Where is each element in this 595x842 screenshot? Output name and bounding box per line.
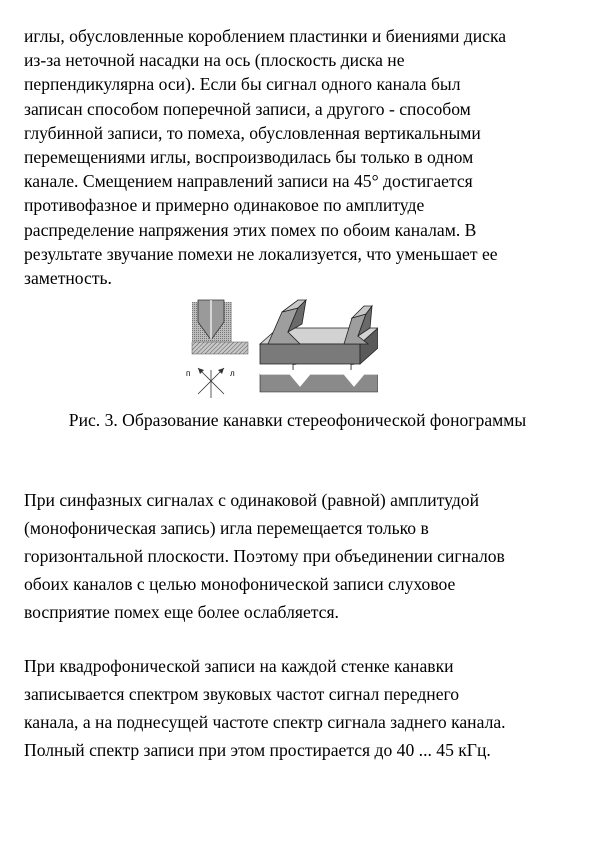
- paragraph-1: [24, 24, 576, 290]
- text-line: обоих каналов с целью монофонической записи слуховое: [24, 574, 456, 594]
- text-line: При квадрофонической записи на каждой стенке канавки: [24, 656, 454, 676]
- groove-figure: [182, 296, 378, 398]
- text-line: записывается спектром звуковых частот сигнал переднего: [24, 684, 460, 704]
- figure-label-right: л: [230, 369, 235, 378]
- text-line: (монофоническая запись) игла перемещается только в: [24, 518, 429, 538]
- figure-caption: Рис. 3. Образование канавки стереофонической фонограммы: [68, 410, 527, 430]
- text-line: Полный спектр записи при этом простирается до 40 ... 45 кГц.: [24, 740, 491, 760]
- paragraph-2: [24, 486, 576, 626]
- text-line: перемещениями иглы, воспроизводилась бы только в одном: [24, 147, 474, 168]
- direction-cross-diagram: [186, 368, 235, 398]
- text-line: горизонтальной плоскости. Поэтому при объединении сигналов: [24, 546, 505, 566]
- svg-text:Г: Г: [292, 363, 297, 372]
- stylus-diagram: [192, 300, 248, 354]
- text-line: из-за неточной насадки на ось (плоскость диска не: [24, 50, 405, 71]
- text-line: глубинной записи, то помеха, обусловленная вертикальными: [24, 122, 481, 143]
- text-line: канале. Смещением направлений записи на 45° достигается: [24, 171, 473, 192]
- groove-block-diagram: [260, 300, 378, 364]
- text-line: восприятие помех еще более ослабляется.: [24, 602, 339, 622]
- groove-profile-diagram: [260, 363, 378, 392]
- text-line: противофазное и примерно одинаковое по амплитуде: [24, 195, 425, 216]
- text-line: записан способом поперечной записи, а другого - способом: [24, 98, 471, 119]
- paragraph-3: [24, 652, 576, 764]
- text-line: иглы, обусловленные короблением пластинки и биениями диска: [24, 26, 507, 46]
- text-line: результате звучание помехи не локализуется, что уменьшает ее: [24, 243, 498, 264]
- figure-label-left: п: [186, 369, 191, 378]
- svg-text:Г: Г: [350, 363, 355, 372]
- text-line: При синфазных сигналах с одинаковой (равной) амплитудой: [24, 490, 480, 510]
- text-line: распределение напряжения этих помех по обоим каналам. В: [24, 219, 477, 240]
- text-line: канала, а на поднесущей частоте спектр сигнала заднего канала.: [24, 712, 506, 732]
- text-line: перпендикулярна оси). Если бы сигнал одного канала был: [24, 74, 461, 95]
- text-line: заметность.: [24, 268, 112, 289]
